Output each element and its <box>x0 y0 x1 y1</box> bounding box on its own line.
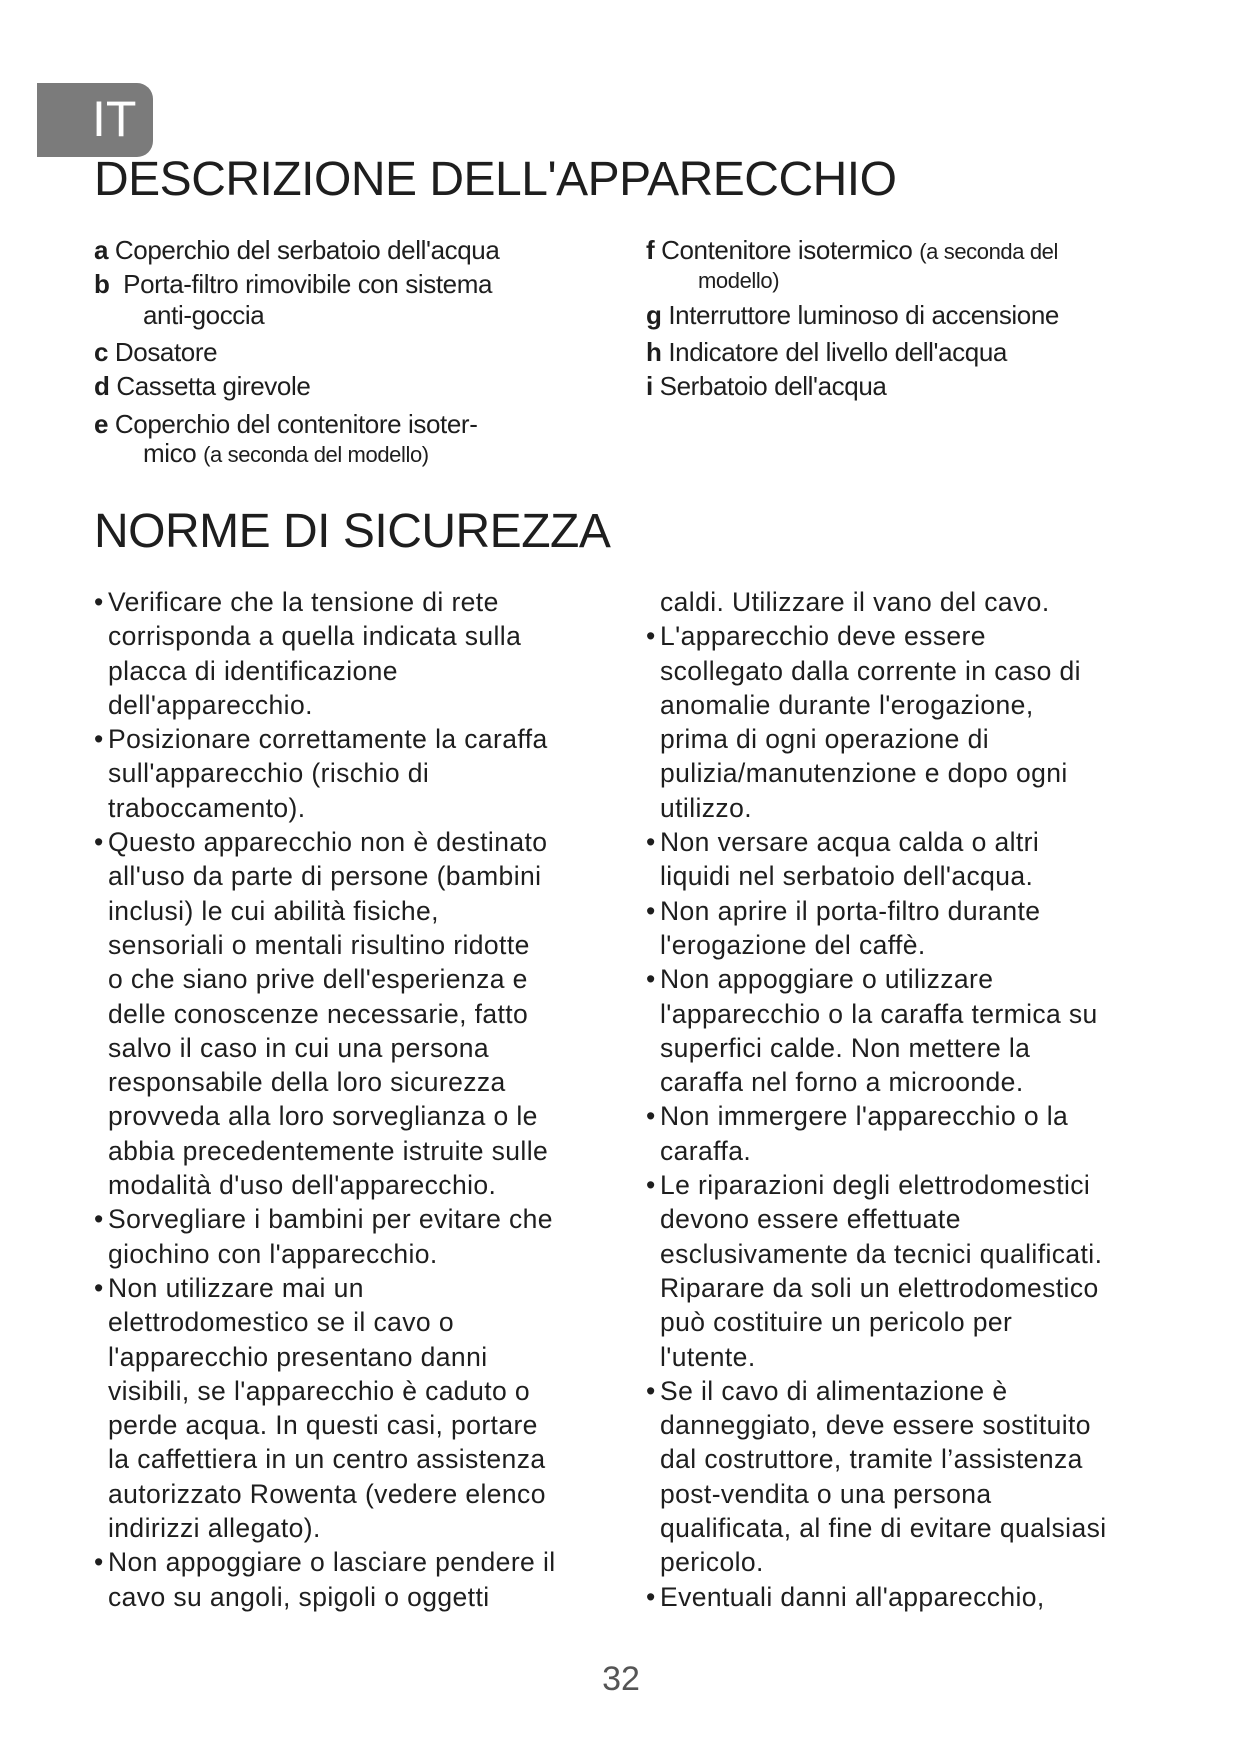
part-b: b Porta-filtro rimovibile con sistema <box>94 269 493 299</box>
safety-item <box>646 1168 1226 1374</box>
safety-item <box>646 1374 1226 1580</box>
part-f-cont: modello) <box>698 268 780 293</box>
safety-item <box>94 585 624 722</box>
bullet-icon: • <box>94 1272 104 1303</box>
bullet-icon: • <box>646 1581 656 1612</box>
bullet-icon: • <box>646 827 656 858</box>
safety-item <box>94 1271 624 1545</box>
safety-column-left <box>94 585 624 1614</box>
bullet-icon: • <box>94 587 104 617</box>
safety-item-text: Questo apparecchio non è destinato all'uso da parte di persone (bambini inclusi) le cui abilità fisiche, sensoriali o mentali risultino ridotte o che siano prive dell'esperienza e delle conoscenze necessarie, fatto salvo il caso in cui una persona responsabile della loro sicurezza provveda alla loro sorveglianza o le abbia precedentemente istruite sulle modalità d'uso dell'apparecchio. <box>108 827 549 1201</box>
part-e: e Coperchio del contenitore isoter- <box>94 409 478 439</box>
safety-item-text: Non utilizzare mai un elettrodomestico se il cavo o l'apparecchio presentano danni visibili, se l'apparecchio è caduto o perde acqua. In questi casi, portare la caffettiera in un centro assistenza autorizzato Rowenta (vedere elenco indirizzi allegato). <box>108 1272 546 1544</box>
part-a: a Coperchio del serbatoio dell'acqua <box>94 235 500 265</box>
language-tab <box>37 83 153 157</box>
safety-item-text: Le riparazioni degli elettrodomestici devono essere effettuate esclusivamente da tecnici qualificati. Riparare da soli un elettrodomestico può costituire un pericolo per l'utente. <box>660 1170 1103 1372</box>
safety-item <box>646 1099 1226 1168</box>
bullet-icon: • <box>646 621 656 652</box>
bullet-icon: • <box>94 1547 104 1578</box>
bullet-icon: • <box>646 895 656 926</box>
bullet-icon: • <box>646 1170 656 1201</box>
language-tab-label: IT <box>92 91 137 147</box>
bullet-icon: • <box>94 827 104 858</box>
part-h: h Indicatore del livello dell'acqua <box>646 337 1007 367</box>
part-c: c Dosatore <box>94 337 218 367</box>
safety-item-text: Non aprire il porta-filtro durante l'erogazione del caffè. <box>660 895 1041 960</box>
safety-item <box>646 1580 1226 1614</box>
section-title-description: DESCRIZIONE DELL'APPARECCHIO <box>94 153 897 206</box>
safety-item <box>646 894 1226 963</box>
bullet-icon: • <box>646 964 656 995</box>
safety-item-text: Se il cavo di alimentazione è danneggiato, deve essere sostituito dal costruttore, tramite l’assistenza post-vendita o una persona qualificata, al fine di evitare qualsiasi pericolo. <box>660 1375 1107 1578</box>
safety-item <box>646 619 1226 825</box>
section-title-safety: NORME DI SICUREZZA <box>94 505 611 558</box>
safety-item <box>646 962 1226 1099</box>
safety-item-text: Non versare acqua calda o altri liquidi nel serbatoio dell'acqua. <box>660 827 1040 892</box>
safety-column-right <box>646 585 1226 1614</box>
bullet-icon: • <box>94 724 104 755</box>
safety-item-text: Posizionare correttamente la caraffa sull'apparecchio (rischio di traboccamento). <box>108 724 548 823</box>
safety-item-text: Non immergere l'apparecchio o la caraffa. <box>660 1101 1069 1166</box>
safety-item-text: Non appoggiare o lasciare pendere il cavo su angoli, spigoli o oggetti <box>108 1547 556 1612</box>
part-d: d Cassetta girevole <box>94 371 311 401</box>
safety-item <box>646 825 1226 894</box>
safety-item-text: Verificare che la tensione di rete corrisponda a quella indicata sulla placca di identificazione dell'apparecchio. <box>108 587 522 720</box>
safety-continuation: caldi. Utilizzare il vano del cavo. <box>660 587 1050 617</box>
safety-item-text: Eventuali danni all'apparecchio, <box>660 1581 1045 1612</box>
page-number: 32 <box>602 1660 640 1698</box>
safety-item <box>94 722 624 825</box>
bullet-icon: • <box>646 1101 656 1132</box>
bullet-icon: • <box>646 1375 656 1406</box>
safety-item-text: L'apparecchio deve essere scollegato dalla corrente in caso di anomalie durante l'erogazione, prima di ogni operazione di pulizia/manutenzione e dopo ogni utilizzo. <box>660 621 1081 823</box>
part-b-cont: anti-goccia <box>143 300 265 330</box>
safety-item-text: Non appoggiare o utilizzare l'apparecchio o la caraffa termica su superfici calde. Non mettere la caraffa nel forno a microonde. <box>660 964 1098 1098</box>
part-g: g Interruttore luminoso di accensione <box>646 300 1059 330</box>
part-i: i Serbatoio dell'acqua <box>646 371 887 401</box>
safety-item <box>94 1545 624 1614</box>
part-e-cont: mico (a seconda del modello) <box>143 438 429 468</box>
safety-item <box>94 825 624 1202</box>
bullet-icon: • <box>94 1204 104 1235</box>
safety-item-text: Sorvegliare i bambini per evitare che giochino con l'apparecchio. <box>108 1204 553 1269</box>
part-f: f Contenitore isotermico (a seconda del <box>646 235 1058 265</box>
safety-item <box>94 1202 624 1271</box>
